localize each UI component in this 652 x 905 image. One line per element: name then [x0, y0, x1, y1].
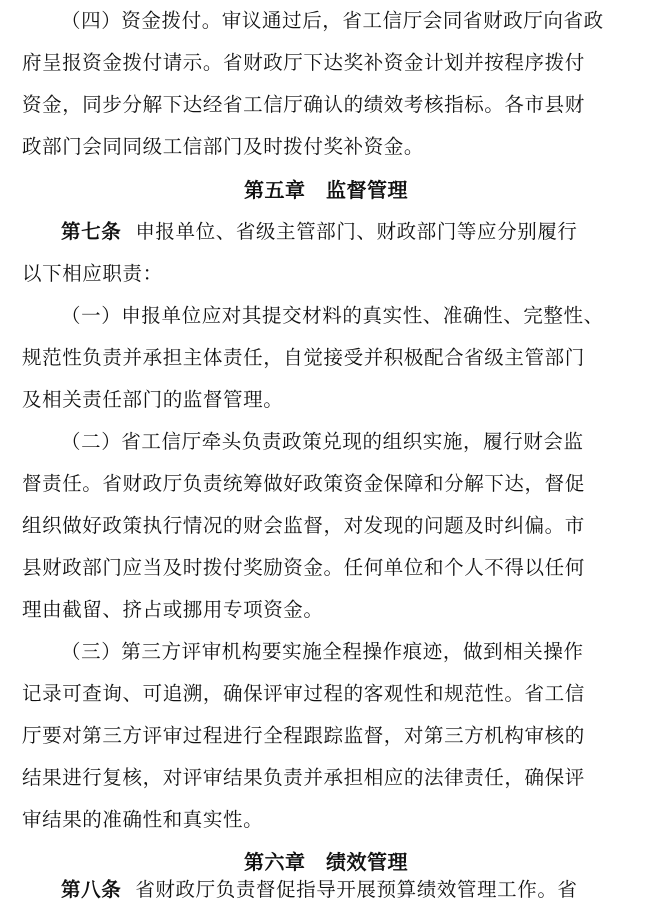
clause-3-line-1: （三）第三方评审机构要实施全程操作痕迹，做到相关操作 — [61, 640, 584, 663]
article-7-label: 第七条 — [61, 220, 122, 243]
clause-2-line-3: 组织做好政策执行情况的财会监督，对发现的问题及时纠偏。市 — [22, 514, 585, 537]
paragraph-4-line-3: 资金，同步分解下达经省工信厅确认的绩效考核指标。各市县财 — [22, 93, 585, 116]
clause-1-line-1: （一）申报单位应对其提交材料的真实性、准确性、完整性、 — [61, 304, 604, 327]
clause-3-line-5: 审结果的准确性和真实性。 — [22, 808, 264, 831]
clause-1-line-3: 及相关责任部门的监督管理。 — [22, 388, 284, 411]
clause-2-line-1: （二）省工信厅牵头负责政策兑现的组织实施，履行财会监 — [61, 430, 584, 453]
clause-2-line-4: 县财政部门应当及时拨付奖励资金。任何单位和个人不得以任何 — [22, 556, 585, 579]
clause-3-line-4: 结果进行复核，对评审结果负责并承担相应的法律责任，确保评 — [22, 766, 585, 789]
article-8-first-line: 省财政厅负责督促指导开展预算绩效管理工作。省 — [135, 878, 578, 901]
chapter-6-heading: 第六章 绩效管理 — [244, 850, 408, 874]
clause-3-line-2: 记录可查询、可追溯，确保评审过程的客观性和规范性。省工信 — [22, 682, 585, 705]
chapter-5-heading: 第五章 监督管理 — [244, 178, 408, 202]
article-7-line-2: 以下相应职责： — [22, 262, 163, 285]
article-8-line-1 — [61, 876, 632, 904]
paragraph-4-line-1: （四）资金拨付。审议通过后，省工信厅会同省财政厅向省政 — [61, 9, 604, 32]
clause-2-line-2: 督责任。省财政厅负责统筹做好政策资金保障和分解下达，督促 — [22, 472, 585, 495]
clause-1-line-2: 规范性负责并承担主体责任，自觉接受并积极配合省级主管部门 — [22, 346, 585, 369]
article-8-label: 第八条 — [61, 878, 122, 901]
clause-2-line-5: 理由截留、挤占或挪用专项资金。 — [22, 598, 324, 621]
article-7-line-1 — [61, 218, 632, 246]
article-7-first-line: 申报单位、省级主管部门、财政部门等应分别履行 — [135, 220, 578, 243]
paragraph-4-line-4: 政部门会同同级工信部门及时拨付奖补资金。 — [22, 135, 425, 158]
clause-3-line-3: 厅要对第三方评审过程进行全程跟踪监督，对第三方机构审核的 — [22, 724, 585, 747]
paragraph-4-line-2: 府呈报资金拨付请示。省财政厅下达奖补资金计划并按程序拨付 — [22, 51, 585, 74]
